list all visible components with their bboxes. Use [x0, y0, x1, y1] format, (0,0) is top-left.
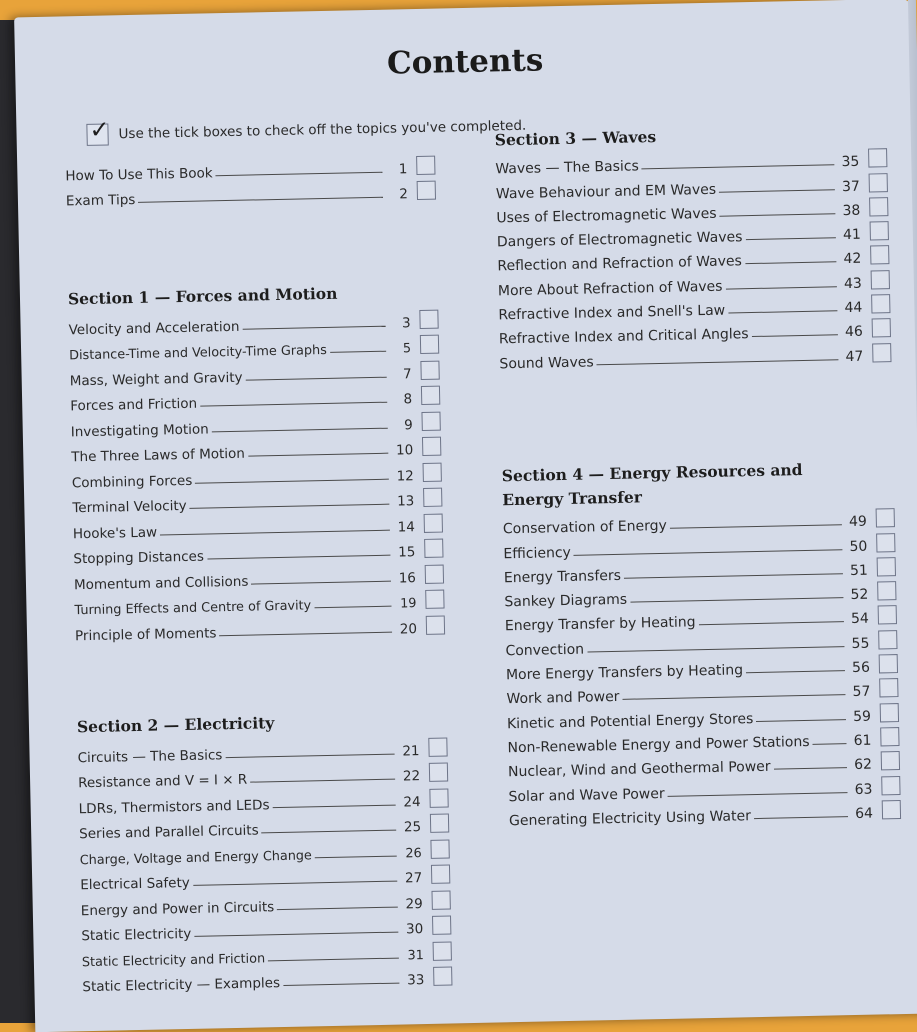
leader-line — [330, 351, 386, 353]
section-heading: Section 3 — Waves — [494, 127, 657, 150]
entry-page: 54 — [850, 611, 870, 628]
page-title: Contents — [386, 42, 544, 82]
entry-title: Hooke's Law — [72, 524, 158, 542]
checkbox[interactable] — [429, 788, 448, 807]
checkbox[interactable] — [880, 703, 899, 722]
checkbox[interactable] — [433, 966, 452, 985]
leader-line — [225, 753, 394, 758]
leader-line — [774, 767, 847, 770]
entry-title: Mass, Weight and Gravity — [69, 369, 243, 389]
checkbox[interactable] — [882, 800, 901, 819]
checkbox[interactable] — [877, 557, 896, 576]
entry-page: 42 — [843, 251, 862, 268]
entry-title: Turning Effects and Centre of Gravity — [74, 598, 312, 619]
leader-line — [248, 453, 388, 457]
leader-line — [193, 881, 397, 886]
entry-title: Stopping Distances — [73, 548, 205, 568]
leader-line — [719, 189, 835, 192]
leader-line — [250, 779, 395, 783]
leader-line — [745, 262, 836, 265]
checkbox[interactable] — [879, 654, 898, 673]
checkbox[interactable] — [420, 360, 439, 379]
entry-page: 57 — [852, 684, 871, 701]
leader-line — [746, 670, 845, 673]
checkbox[interactable] — [426, 615, 445, 634]
entry-title: More Energy Transfers by Heating — [505, 662, 744, 684]
entry-page: 44 — [844, 299, 863, 317]
page-edge — [908, 0, 917, 1013]
entry-title: Exam Tips — [65, 191, 136, 210]
leader-line — [726, 286, 837, 289]
entry-page: 46 — [844, 324, 864, 341]
checkbox[interactable] — [871, 294, 890, 313]
checkbox[interactable] — [876, 508, 895, 527]
entry-title: Energy and Power in Circuits — [80, 898, 275, 919]
leader-line — [574, 549, 843, 556]
entry-title: Charge, Voltage and Energy Change — [79, 847, 313, 868]
checkbox[interactable] — [878, 606, 897, 625]
leader-line — [212, 427, 388, 432]
leader-line — [315, 855, 397, 858]
entry-page: 16 — [398, 569, 417, 586]
entry-title: Velocity and Acceleration — [68, 318, 240, 338]
entry-title: Static Electricity — Examples — [82, 975, 281, 996]
checkbox[interactable] — [422, 437, 441, 456]
entry-title: Waves — The Basics — [495, 158, 639, 178]
leader-line — [642, 165, 835, 170]
leader-line — [190, 504, 390, 509]
section-heading: Section 1 — Forces and Motion — [67, 283, 338, 309]
checkbox[interactable] — [433, 941, 452, 960]
entry-title: Nuclear, Wind and Geothermal Power — [507, 759, 771, 781]
entry-title: Circuits — The Basics — [77, 746, 223, 766]
checkbox[interactable] — [419, 309, 438, 328]
checkbox[interactable] — [421, 411, 440, 430]
entry-page: 59 — [852, 708, 872, 725]
checkbox[interactable] — [870, 221, 889, 240]
entry-title: How To Use This Book — [65, 164, 213, 184]
entry-title: Dangers of Electromagnetic Waves — [496, 229, 743, 251]
checkbox[interactable] — [872, 343, 891, 362]
leader-line — [246, 376, 387, 380]
entry-page: 21 — [402, 742, 420, 759]
leader-line — [720, 213, 836, 216]
entry-title: Terminal Velocity — [72, 497, 187, 517]
entry-title: More About Refraction of Waves — [497, 278, 723, 300]
checkbox[interactable] — [428, 737, 447, 756]
section-heading: Section 2 — Electricity — [76, 713, 275, 737]
leader-line — [242, 325, 385, 329]
leader-line — [587, 646, 844, 652]
checkbox[interactable] — [423, 462, 442, 481]
entry-page: 49 — [848, 513, 868, 531]
entry-title: Series and Parallel Circuits — [79, 822, 259, 843]
section-heading-line-1: Section 4 — Energy Resources and — [501, 460, 803, 486]
checkbox[interactable] — [881, 776, 900, 795]
entry-page: 19 — [400, 596, 417, 612]
entry-page: 35 — [841, 154, 860, 171]
entry-page: 2 — [399, 186, 409, 203]
entry-title: Solar and Wave Power — [508, 785, 665, 805]
entry-page: 62 — [853, 756, 873, 774]
entry-title: Forces and Friction — [70, 395, 198, 415]
entry-page: 61 — [853, 732, 872, 749]
checkbox[interactable] — [424, 539, 443, 558]
leader-line — [268, 957, 399, 961]
leader-line — [273, 804, 396, 808]
entry-title: Uses of Electromagnetic Waves — [496, 205, 717, 227]
section-heading-line-2: Energy Transfer — [502, 487, 643, 510]
entry-page: 29 — [405, 895, 423, 912]
leader-line — [262, 830, 397, 834]
checkbox[interactable] — [416, 155, 435, 174]
entry-title: Reflection and Refraction of Waves — [497, 253, 743, 275]
entry-title: Refractive Index and Critical Angles — [498, 326, 749, 348]
leader-line — [160, 529, 390, 535]
checkbox[interactable] — [879, 678, 898, 697]
entry-title: Investigating Motion — [70, 420, 209, 440]
checkbox[interactable] — [431, 864, 450, 883]
entry-page: 38 — [842, 202, 861, 220]
checkbox[interactable] — [431, 890, 450, 909]
checkbox[interactable] — [421, 386, 440, 405]
leader-line — [216, 171, 383, 175]
leader-line — [138, 197, 383, 203]
entry-title: Efficiency — [503, 544, 572, 562]
checkbox[interactable] — [424, 513, 443, 532]
contents-page — [14, 0, 917, 1032]
leader-line — [756, 719, 846, 722]
entry-page: 50 — [849, 538, 868, 555]
entry-page: 26 — [405, 845, 422, 861]
entry-title: Static Electricity — [81, 925, 192, 945]
instruction-line — [86, 115, 526, 146]
entry-page: 31 — [407, 947, 424, 963]
entry-page: 55 — [851, 635, 870, 652]
entry-title: Non-Renewable Energy and Power Stations — [507, 733, 810, 757]
leader-line — [728, 310, 837, 313]
checkbox[interactable] — [880, 727, 899, 746]
section-1 — [68, 281, 445, 644]
checkbox[interactable] — [420, 335, 439, 354]
entry-page: 20 — [399, 620, 418, 637]
entry-page: 63 — [854, 781, 873, 798]
leader-line — [670, 524, 842, 529]
entry-title: Static Electricity and Friction — [81, 950, 266, 970]
entry-title: Principle of Moments — [74, 624, 217, 644]
leader-line — [195, 478, 389, 483]
leader-line — [699, 622, 844, 626]
tick-icon: ✓ — [89, 115, 110, 144]
instruction-text: Use the tick boxes to check off the topics you've completed. — [118, 117, 527, 143]
entry-page: 8 — [403, 391, 413, 408]
entry-page: 43 — [843, 275, 863, 292]
checkbox[interactable] — [870, 246, 889, 265]
checkbox[interactable] — [417, 181, 436, 200]
checkbox[interactable] — [430, 839, 449, 858]
leader-line — [200, 402, 387, 407]
entry-title: Sankey Diagrams — [504, 591, 628, 611]
leader-line — [630, 597, 843, 602]
checkbox[interactable] — [878, 630, 897, 649]
checkbox[interactable] — [876, 533, 895, 552]
checkbox[interactable] — [423, 488, 442, 507]
checkbox[interactable] — [869, 173, 888, 192]
entry-page: 41 — [842, 226, 862, 244]
entry-title: Energy Transfer by Heating — [504, 614, 696, 635]
checkbox[interactable] — [877, 581, 896, 600]
entry-page: 25 — [403, 819, 422, 836]
leader-line — [277, 906, 398, 910]
entry-title: Energy Transfers — [503, 567, 622, 587]
checkbox[interactable] — [869, 197, 888, 216]
entry-page: 9 — [403, 416, 413, 433]
leader-line — [754, 816, 848, 819]
entry-page: 12 — [396, 467, 414, 485]
entry-page: 14 — [397, 518, 416, 536]
entry-title: The Three Laws of Motion — [71, 445, 246, 466]
entry-title: Combining Forces — [71, 472, 193, 491]
checkbox[interactable] — [425, 564, 444, 583]
entry-page: 30 — [405, 921, 424, 938]
entry-title: Conservation of Energy — [502, 518, 668, 538]
entry-page: 24 — [403, 793, 421, 810]
checkbox[interactable] — [425, 590, 444, 609]
leader-line — [194, 932, 398, 937]
entry-title: LDRs, Thermistors and LEDs — [78, 796, 270, 817]
section-2 — [77, 709, 453, 996]
entry-title: Momentum and Collisions — [73, 573, 249, 593]
example-tick-box — [86, 115, 110, 145]
leader-line — [283, 983, 399, 986]
entry-page: 47 — [845, 348, 864, 365]
leader-line — [752, 335, 838, 338]
entry-page: 5 — [402, 341, 412, 357]
entry-page: 22 — [402, 768, 421, 785]
leader-line — [623, 695, 846, 701]
entry-title: Sound Waves — [499, 354, 594, 373]
entry-title: Generating Electricity Using Water — [508, 808, 752, 830]
leader-line — [668, 792, 848, 797]
entry-page: 1 — [398, 160, 408, 177]
entry-page: 51 — [849, 562, 869, 579]
checkbox[interactable] — [881, 751, 900, 770]
entry-title: Electrical Safety — [80, 874, 190, 894]
checkbox[interactable] — [429, 763, 448, 782]
intro-list — [65, 151, 436, 210]
entry-page: 64 — [854, 805, 874, 822]
entry-title: Wave Behaviour and EM Waves — [495, 181, 717, 202]
checkbox[interactable] — [872, 319, 891, 338]
entry-title: Work and Power — [506, 689, 620, 708]
section-4 — [502, 457, 902, 829]
leader-line — [251, 580, 391, 584]
leader-line — [207, 555, 390, 560]
leader-line — [813, 743, 847, 745]
checkbox[interactable] — [871, 270, 890, 289]
entry-page: 56 — [851, 659, 871, 677]
leader-line — [314, 606, 391, 609]
checkbox[interactable] — [868, 148, 887, 167]
entry-page: 15 — [398, 544, 416, 561]
entry-page: 33 — [406, 972, 425, 989]
entry-title: Resistance and V = I × R — [77, 771, 248, 792]
entry-page: 52 — [850, 586, 869, 604]
leader-line — [745, 237, 835, 240]
entry-title: Kinetic and Potential Energy Stores — [506, 710, 754, 732]
leader-line — [219, 631, 392, 636]
entry-title: Refractive Index and Snell's Law — [498, 302, 726, 324]
leader-line — [624, 573, 843, 579]
entry-page: 13 — [396, 493, 415, 510]
entry-title: Convection — [505, 641, 585, 660]
entry-page: 27 — [404, 870, 423, 887]
entry-title: Distance-Time and Velocity-Time Graphs — [69, 342, 327, 364]
leader-line — [597, 359, 839, 365]
section-3 — [495, 121, 892, 372]
entry-page: 3 — [401, 314, 411, 331]
entry-page: 10 — [395, 442, 414, 459]
checkbox[interactable] — [432, 915, 451, 934]
entry-page: 7 — [402, 365, 412, 382]
entry-page: 37 — [841, 178, 860, 195]
checkbox[interactable] — [430, 813, 449, 832]
